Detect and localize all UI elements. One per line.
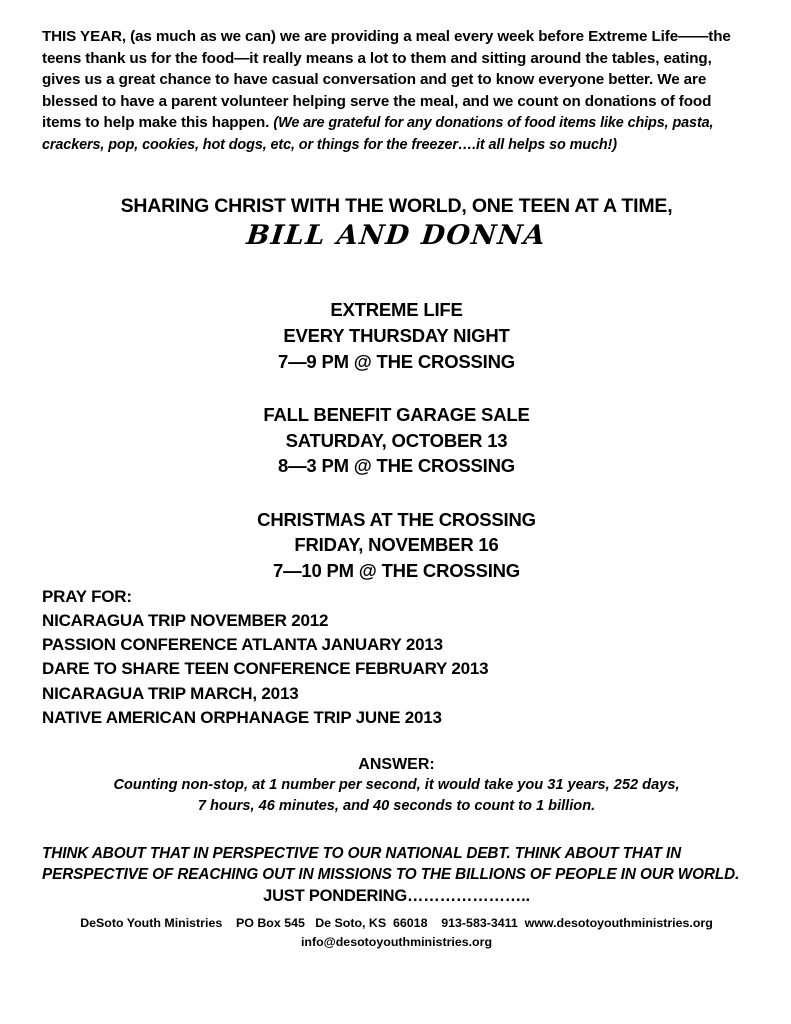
event-day: EVERY THURSDAY NIGHT: [283, 324, 510, 346]
intro-paragraph: [42, 26, 751, 155]
footer-contact-row: [42, 914, 751, 933]
intro-main-text: THIS YEAR, (as much as we can) we are providing a meal every week before Extreme Life——the teens thank us for the food—it really means a lot to them and sitting around the tables, eating, gives us a great chance to have casual conversation and get to know everyone better. We are blessed to have a parent volunteer helping serve the meal, and we count on donations of food items to help make this happen.: [42, 28, 731, 132]
pray-for-item: NICARAGUA TRIP MARCH, 2013: [42, 683, 299, 703]
footer-org-name: DeSoto Youth Ministries: [80, 916, 223, 931]
answer-line-2: 7 hours, 46 minutes, and 40 seconds to count to 1 billion.: [197, 798, 596, 815]
event-day: FRIDAY, NOVEMBER 16: [294, 534, 499, 556]
pray-for-item: NICARAGUA TRIP NOVEMBER 2012: [42, 611, 329, 631]
event-block: [42, 297, 751, 374]
answer-section: [42, 756, 751, 817]
event-time-location: 7—9 PM @ THE CROSSING: [278, 350, 515, 372]
pray-for-item: DARE TO SHARE TEEN CONFERENCE FEBRUARY 2013: [42, 659, 489, 679]
event-title: CHRISTMAS AT THE CROSSING: [257, 508, 536, 530]
pray-for-section: [42, 585, 751, 730]
closing-line-1: THINK ABOUT THAT IN PERSPECTIVE TO OUR NATIONAL DEBT. THINK ABOUT THAT IN: [42, 844, 682, 862]
footer-spacer: [518, 916, 525, 930]
event-time-location: 7—10 PM @ THE CROSSING: [273, 559, 520, 581]
footer-spacer: [305, 916, 315, 930]
pray-for-heading: PRAY FOR:: [42, 587, 132, 607]
event-block: [42, 402, 751, 479]
pray-for-item: PASSION CONFERENCE ATLANTA JANUARY 2013: [42, 635, 443, 655]
just-pondering-text: JUST PONDERING…………………..: [263, 887, 530, 906]
footer-city-state-zip: De Soto, KS 66018: [315, 916, 428, 931]
event-time-location: 8—3 PM @ THE CROSSING: [278, 455, 515, 477]
footer-website-link[interactable]: www.desotoyouthministries.org: [524, 916, 713, 931]
footer: [42, 914, 751, 951]
event-title: EXTREME LIFE: [330, 299, 463, 321]
event-day: SATURDAY, OCTOBER 13: [285, 429, 508, 451]
events-list: [42, 297, 751, 583]
footer-email-link[interactable]: info@desotoyouthministries.org: [300, 934, 493, 949]
event-title: FALL BENEFIT GARAGE SALE: [263, 404, 530, 426]
footer-spacer: [427, 916, 441, 930]
answer-line-1: Counting non-stop, at 1 number per second, it would take you 31 years, 252 days,: [113, 776, 680, 793]
tagline-block: [42, 195, 751, 251]
signature-text: BILL AND DONNA: [245, 220, 548, 252]
footer-spacer: [222, 916, 236, 930]
footer-phone: 913-583-3411: [441, 916, 518, 931]
answer-heading: ANSWER:: [358, 755, 435, 773]
pray-for-item: NATIVE AMERICAN ORPHANAGE TRIP JUNE 2013: [42, 707, 442, 727]
intro-parenthetical-text: (We are grateful for any donations of food items like chips, pasta, crackers, pop, cookies, hot dogs, etc, or things for the freezer….it all helps so much!): [42, 115, 714, 153]
footer-po-box: PO Box 545: [236, 916, 305, 931]
event-block: [42, 507, 751, 584]
closing-section: [42, 843, 751, 906]
tagline-text: SHARING CHRIST WITH THE WORLD, ONE TEEN AT A TIME,: [120, 195, 673, 218]
closing-line-2: PERSPECTIVE OF REACHING OUT IN MISSIONS TO THE BILLIONS OF PEOPLE IN OUR WORLD.: [42, 866, 740, 884]
